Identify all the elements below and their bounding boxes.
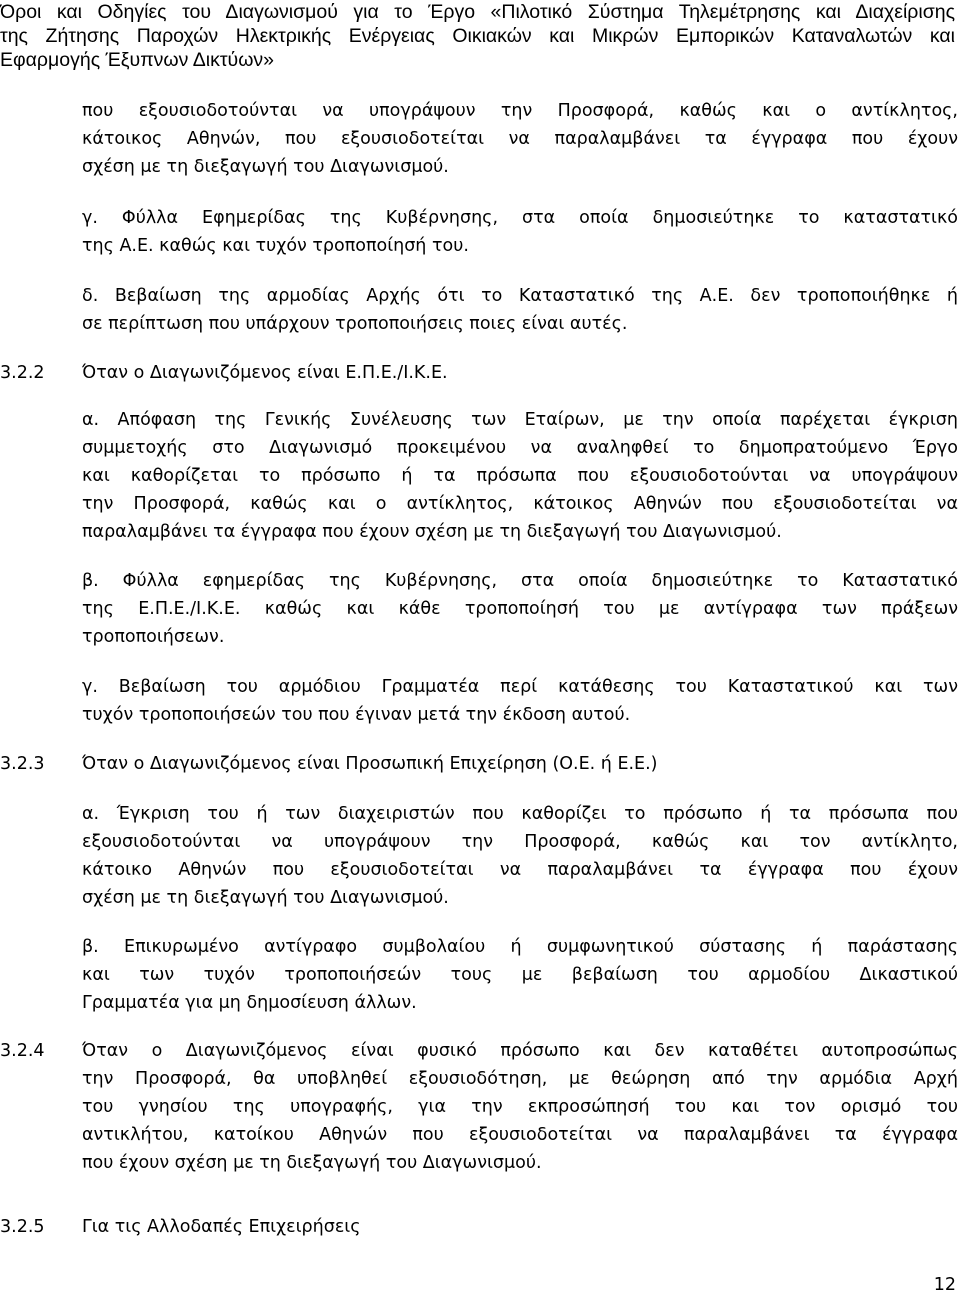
section-number: 3.2.3 — [0, 754, 45, 774]
item-line: της Ε.Π.Ε./Ι.Κ.Ε. καθώς και κάθε τροποποίησή του με αντίγραφα των πράξεων — [82, 599, 958, 619]
item-line: β. Επικυρωμένο αντίγραφο συμβολαίου ή συμφωνητικού σύστασης ή παράστασης — [82, 937, 958, 957]
intro-paragraph — [82, 97, 958, 181]
item-line: και καθορίζεται το πρόσωπο ή τα πρόσωπα που εξουσιοδοτούνται να υπογράψουν — [82, 466, 958, 486]
item-line: δ. Βεβαίωση της αρμοδίας Αρχής ότι το Καταστατικό της Α.Ε. δεν τροποποιήθηκε ή — [82, 286, 958, 306]
item-alpha-epe — [82, 406, 958, 546]
header-line-1: Όροι και Οδηγίες του Διαγωνισμού για το Έργο «Πιλοτικό Σύστημα Τηλεμέτρησης και Διαχείρισης — [0, 1, 955, 23]
item-delta-ae — [82, 282, 958, 338]
header-line-3: Εφαρμογής Έξυπνων Δικτύων» — [0, 49, 275, 71]
item-gamma-ae — [82, 204, 958, 260]
item-beta-epe — [82, 567, 958, 651]
item-line: σε περίπτωση που υπάρχουν τροποποιήσεις ποιες είναι αυτές. — [82, 314, 628, 334]
item-alpha-oe — [82, 800, 958, 912]
section-title: Όταν ο Διαγωνιζόμενος είναι Ε.Π.Ε./Ι.Κ.Ε. — [82, 363, 448, 383]
item-line: σχέση με τη διεξαγωγή του Διαγωνισμού. — [82, 888, 449, 908]
header-line-2: της Ζήτησης Παροχών Ηλεκτρικής Ενέργειας Οικιακών και Μικρών Εμπορικών Καταναλωτών και — [0, 25, 955, 47]
item-line: Γραμματέα για μη δημοσίευση άλλων. — [82, 993, 417, 1013]
item-gamma-epe — [82, 673, 958, 729]
item-line: α. Έγκριση του ή των διαχειριστών που καθορίζει το πρόσωπο ή τα πρόσωπα που — [82, 804, 958, 824]
item-line: τυχόν τροποποιήσεών του που έγιναν μετά την έκδοση αυτού. — [82, 705, 631, 725]
section-title: Για τις Αλλοδαπές Επιχειρήσεις — [82, 1217, 361, 1237]
item-beta-oe — [82, 933, 958, 1017]
item-line: εξουσιοδοτούνται να υπογράψουν την Προσφορά, καθώς και τον αντίκλητο, — [82, 832, 958, 852]
item-line: α. Απόφαση της Γενικής Συνέλευσης των Εταίρων, με την οποία παρέχεται έγκριση — [82, 410, 958, 430]
item-line: Όταν ο Διαγωνιζόμενος είναι φυσικό πρόσωπο και δεν καταθέτει αυτοπροσώπως — [82, 1041, 958, 1061]
section-324-paragraph — [82, 1037, 958, 1177]
item-line: παραλαμβάνει τα έγγραφα που έχουν σχέση με τη διεξαγωγή του Διαγωνισμού. — [82, 522, 782, 542]
intro-line-3: σχέση με τη διεξαγωγή του Διαγωνισμού. — [82, 157, 449, 177]
item-line: την Προσφορά, θα υποβληθεί εξουσιοδότηση, με θεώρηση από την αρμόδια Αρχή — [82, 1069, 958, 1089]
item-line: τροποποιήσεων. — [82, 627, 225, 647]
item-line: την Προσφορά, καθώς και ο αντίκλητος, κάτοικος Αθηνών που εξουσιοδοτείται να — [82, 494, 958, 514]
item-line: του γνησίου της υπογραφής, για την εκπροσώπησή του και τον ορισμό του — [82, 1097, 958, 1117]
page-number: 12 — [933, 1275, 956, 1295]
intro-line-1: που εξουσιοδοτούνται να υπογράψουν την Προσφορά, καθώς και ο αντίκλητος, — [82, 101, 958, 121]
item-line: αντικλήτου, κατοίκου Αθηνών που εξουσιοδοτείται να παραλαμβάνει τα έγγραφα — [82, 1125, 958, 1145]
section-number: 3.2.5 — [0, 1217, 45, 1237]
item-line: γ. Φύλλα Εφημερίδας της Κυβέρνησης, στα οποία δημοσιεύτηκε το καταστατικό — [82, 208, 958, 228]
section-number: 3.2.2 — [0, 363, 45, 383]
intro-line-2: κάτοικος Αθηνών, που εξουσιοδοτείται να παραλαμβάνει τα έγγραφα που έχουν — [82, 129, 958, 149]
section-title: Όταν ο Διαγωνιζόμενος είναι Προσωπική Επιχείρηση (Ο.Ε. ή Ε.Ε.) — [82, 754, 658, 774]
item-line: και των τυχόν τροποποιήσεών τους με βεβαίωση του αρμοδίου Δικαστικού — [82, 965, 958, 985]
item-line: β. Φύλλα εφημερίδας της Κυβέρνησης, στα οποία δημοσιεύτηκε το Καταστατικό — [82, 571, 958, 591]
item-line: συμμετοχής στο Διαγωνισμό προκειμένου να αναληφθεί το δημοπρατούμενο Έργο — [82, 438, 958, 458]
item-line: γ. Βεβαίωση του αρμόδιου Γραμματέα περί κατάθεσης του Καταστατικού και των — [82, 677, 958, 697]
item-line: της Α.Ε. καθώς και τυχόν τροποποίησή του. — [82, 236, 469, 256]
section-number: 3.2.4 — [0, 1041, 45, 1061]
document-header — [0, 0, 960, 72]
item-line: κάτοικο Αθηνών που εξουσιοδοτείται να παραλαμβάνει τα έγγραφα που έχουν — [82, 860, 958, 880]
item-line: που έχουν σχέση με τη διεξαγωγή του Διαγωνισμού. — [82, 1153, 542, 1173]
